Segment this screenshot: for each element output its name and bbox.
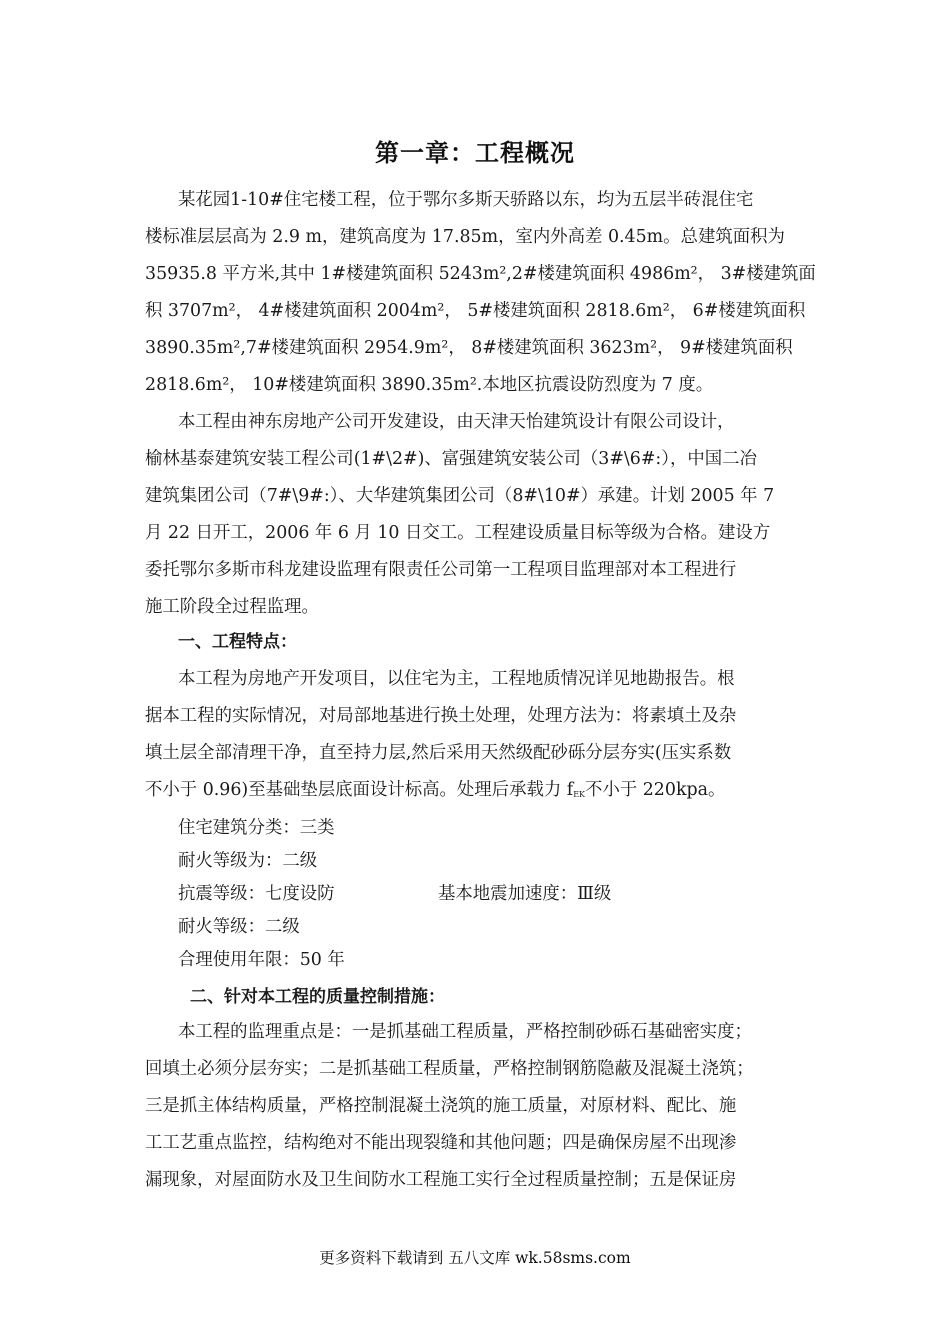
spec-seismic-grade: 抗震等级：七度设防 xyxy=(178,884,335,904)
text-prefix: 不小于 0.96)至基础垫层底面设计标高。处理后承载力 f xyxy=(145,780,574,800)
paragraph-line: 委托鄂尔多斯市科龙建设监理有限责任公司第一工程项目监理部对本工程进行 xyxy=(145,560,737,580)
spec-service-life: 合理使用年限：50 年 xyxy=(178,950,345,970)
paragraph-line: 本工程的监理重点是：一是抓基础工程质量，严格控制砂砾石基础密实度； xyxy=(178,1022,752,1042)
paragraph-line: 月 22 日开工，2006 年 6 月 10 日交工。工程建设质量目标等级为合格。建设方 xyxy=(145,523,771,543)
paragraph-line: 三是抓主体结构质量，严格控制混凝土浇筑的施工质量，对原材料、配比、施 xyxy=(145,1096,737,1116)
paragraph-line: 据本工程的实际情况，对局部地基进行换土处理，处理方法为：将素填土及杂 xyxy=(145,706,737,726)
paragraph-line: 积 3707m²， 4#楼建筑面积 2004m²， 5#楼建筑面积 2818.6m²， 6#楼建筑面积 xyxy=(145,301,806,321)
paragraph-line: 本工程由神东房地产公司开发建设，由天津天怡建筑设计有限公司设计， xyxy=(178,412,735,432)
page-footer: 更多资料下载请到 五八文库 wk.58sms.com xyxy=(319,1249,631,1267)
paragraph-line: 2818.6m²， 10#楼建筑面积 3890.35m².本地区抗震设防烈度为 7 度。 xyxy=(145,375,714,395)
paragraph-line: 工工艺重点监控，结构绝对不能出现裂缝和其他问题；四是确保房屋不出现渗 xyxy=(145,1133,737,1153)
paragraph-line xyxy=(145,780,725,805)
paragraph-line: 回填土必须分层夯实；二是抓基础工程质量，严格控制钢筋隐蔽及混凝土浇筑； xyxy=(145,1059,754,1079)
paragraph-line: 建筑集团公司（7#\9#:）、大华建筑集团公司（8#\10#）承建。计划 2005 年 7 xyxy=(145,486,775,506)
spec-seismic-acceleration: 基本地震加速度：Ⅲ级 xyxy=(438,884,612,904)
paragraph-line: 榆林基泰建筑安装工程公司(1#\2#)、富强建筑安装公司（3#\6#:），中国二冶 xyxy=(145,449,757,469)
section-heading-2: 二、针对本工程的质量控制措施： xyxy=(190,987,445,1007)
spec-fire-rating-2: 耐火等级：二级 xyxy=(178,917,300,937)
paragraph-line: 施工阶段全过程监理。 xyxy=(145,597,319,617)
paragraph-line: 3890.35m²,7#楼建筑面积 2954.9m²， 8#楼建筑面积 3623m²， 9#楼建筑面积 xyxy=(145,338,793,358)
spec-fire-rating: 耐火等级为：二级 xyxy=(178,851,318,871)
paragraph-line: 35935.8 平方米,其中 1#楼建筑面积 5243m²,2#楼建筑面积 4986m²， 3#楼建筑面 xyxy=(145,264,816,284)
paragraph-line: 楼标准层层高为 2.9 m，建筑高度为 17.85m，室内外高差 0.45m。总建筑面积为 xyxy=(145,227,785,247)
chapter-title: 第一章：工程概况 xyxy=(375,139,575,167)
paragraph-line: 漏现象，对屋面防水及卫生间防水工程施工实行全过程质量控制；五是保证房 xyxy=(145,1170,737,1190)
section-heading-1: 一、工程特点： xyxy=(178,632,297,652)
subscript: EK xyxy=(573,790,586,799)
paragraph-line: 某花园1-10#住宅楼工程，位于鄂尔多斯天骄路以东，均为五层半砖混住宅 xyxy=(178,190,754,210)
paragraph-line: 本工程为房地产开发项目，以住宅为主，工程地质情况详见地勘报告。根 xyxy=(178,669,735,689)
paragraph-line: 填土层全部清理干净，直至持力层,然后采用天然级配砂砾分层夯实(压实系数 xyxy=(145,743,732,763)
text-suffix: 不小于 220kpa。 xyxy=(585,780,726,800)
spec-building-class: 住宅建筑分类：三类 xyxy=(178,818,335,838)
